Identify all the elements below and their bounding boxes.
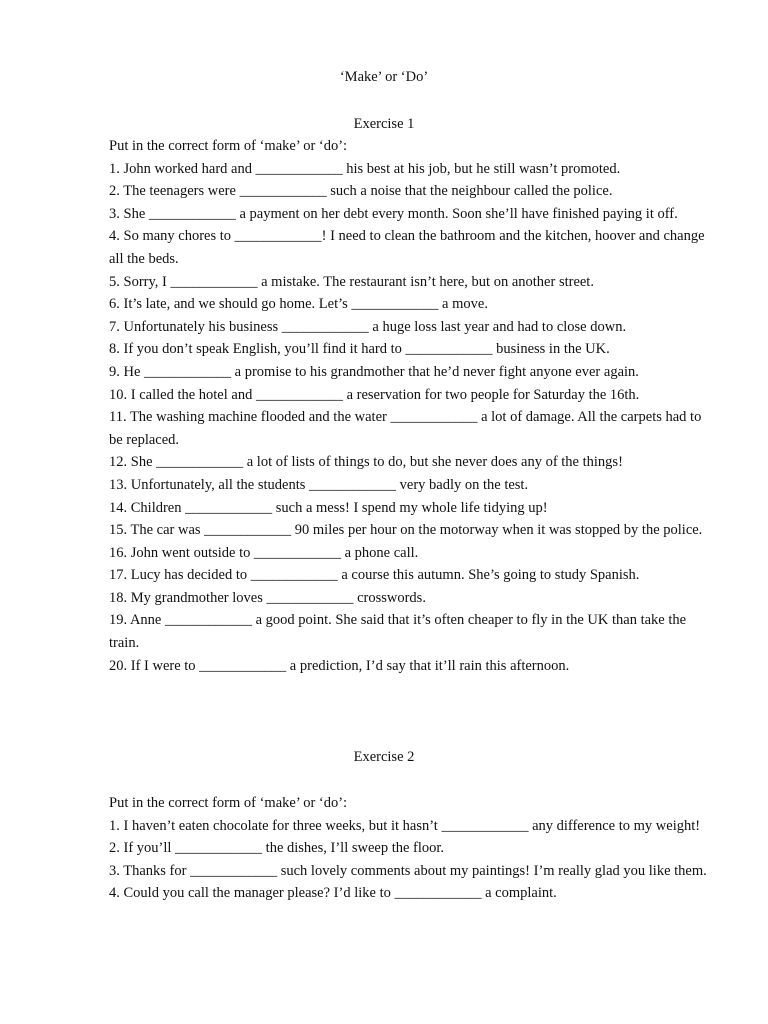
exercise-1-item: 4. So many chores to ____________! I need to clean the bathroom and the kitchen, hoover and change all the beds.	[109, 228, 705, 267]
exercise-1-body	[109, 135, 709, 677]
exercise-1-item: 16. John went outside to ____________ a phone call.	[109, 544, 419, 561]
exercise-1-heading: Exercise 1	[353, 116, 415, 132]
exercise-1-item: 10. I called the hotel and ____________ a reservation for two people for Saturday the 16th.	[109, 386, 640, 403]
exercise-1-item: 19. Anne ____________ a good point. She said that it’s often cheaper to fly in the UK than take the train.	[109, 612, 687, 652]
exercise-1-item: 15. The car was ____________ 90 miles per hour on the motorway when it was stopped by the police.	[109, 522, 703, 539]
exercise-1-item: 1. John worked hard and ____________ his best at his job, but he still wasn’t promoted.	[109, 160, 621, 177]
exercise-1-item: 17. Lucy has decided to ____________ a course this autumn. She’s going to study Spanish.	[109, 567, 640, 584]
exercise-1-item: 20. If I were to ____________ a prediction, I’d say that it’ll rain this afternoon.	[109, 657, 570, 674]
exercise-1-item: 2. The teenagers were ____________ such a noise that the neighbour called the police.	[109, 183, 613, 200]
exercise-1-item: 9. He ____________ a promise to his grandmother that he’d never fight anyone ever again.	[109, 363, 639, 380]
exercise-1-item: 18. My grandmother loves ____________ crosswords.	[109, 589, 426, 606]
exercise-1-item: 6. It’s late, and we should go home. Let’s ____________ a move.	[109, 296, 488, 313]
exercise-1-item: 8. If you don’t speak English, you’ll find it hard to ____________ business in the UK.	[109, 341, 610, 358]
exercise-1-item: 7. Unfortunately his business ____________ a huge loss last year and had to close down.	[109, 318, 627, 335]
exercise-1-instruction: Put in the correct form of ‘make’ or ‘do’:	[109, 138, 348, 154]
exercise-2-instruction: Put in the correct form of ‘make’ or ‘do’:	[109, 795, 348, 811]
exercise-1-item: 14. Children ____________ such a mess! I spend my whole life tidying up!	[109, 499, 548, 516]
exercise-1-item: 12. She ____________ a lot of lists of things to do, but she never does any of the things!	[109, 454, 623, 471]
exercise-1-item: 11. The washing machine flooded and the water ____________ a lot of damage. All the carpets had to be replaced.	[109, 409, 702, 448]
exercise-2-item: 3. Thanks for ____________ such lovely comments about my paintings! I’m really glad you like them.	[109, 862, 707, 879]
exercise-2-item: 4. Could you call the manager please? I’d like to ____________ a complaint.	[109, 885, 557, 902]
exercise-1-item: 13. Unfortunately, all the students ____________ very badly on the test.	[109, 476, 529, 493]
document-title: ‘Make’ or ‘Do’	[339, 69, 429, 85]
exercise-2-body	[109, 792, 709, 905]
exercise-1-item: 5. Sorry, I ____________ a mistake. The restaurant isn’t here, but on another street.	[109, 273, 594, 290]
exercise-2-item: 2. If you’ll ____________ the dishes, I’ll sweep the floor.	[109, 840, 445, 857]
exercise-2-item: 1. I haven’t eaten chocolate for three weeks, but it hasn’t ____________ any difference to my weight!	[109, 817, 701, 834]
exercise-2-heading: Exercise 2	[353, 749, 415, 765]
exercise-1-item: 3. She ____________ a payment on her debt every month. Soon she’ll have finished paying it off.	[109, 205, 678, 222]
